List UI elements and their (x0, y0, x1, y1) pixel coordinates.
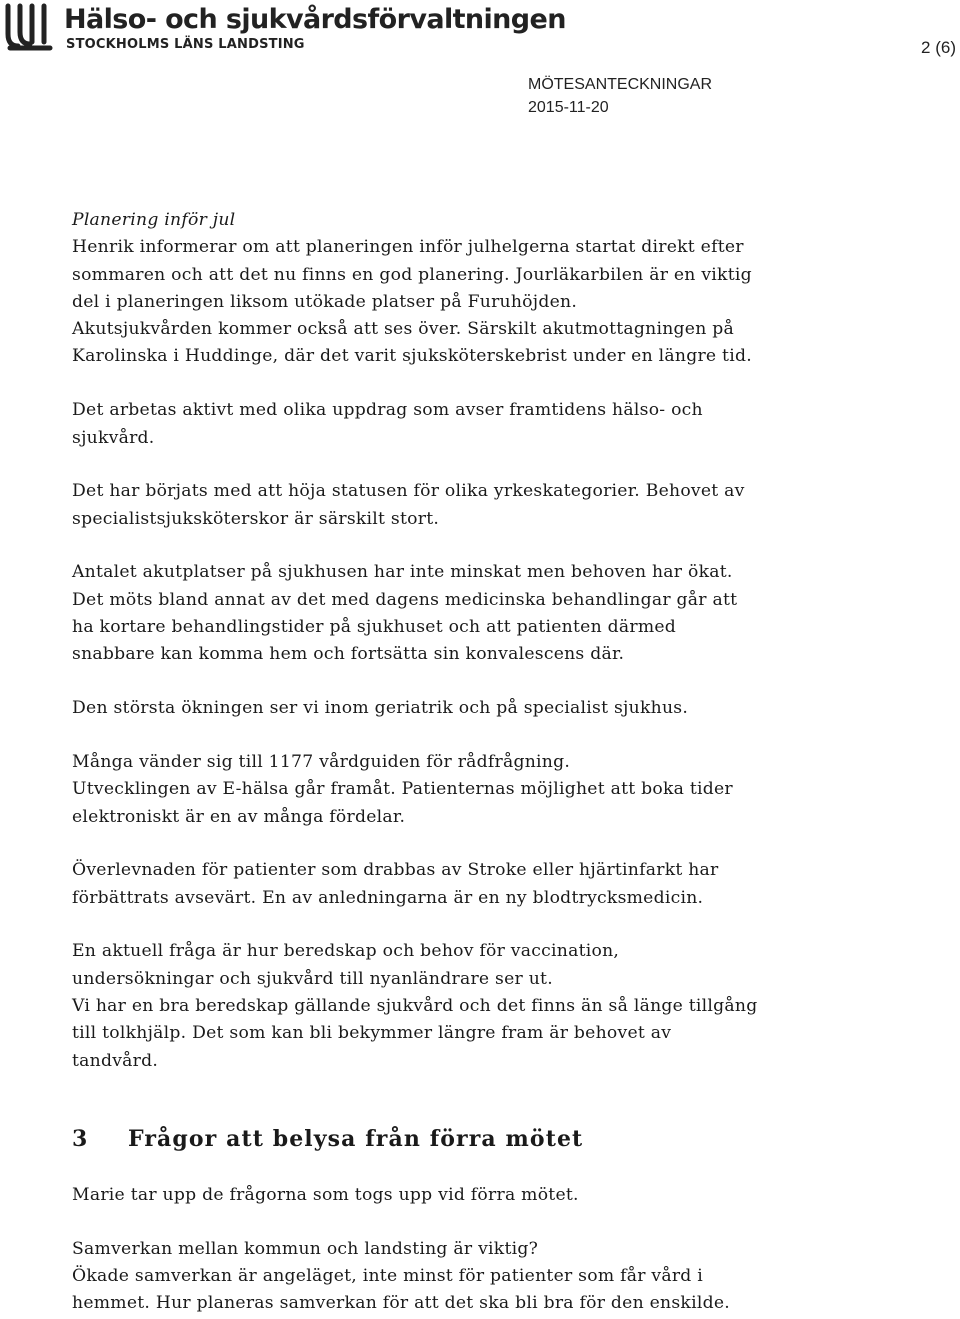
body-line: Karolinska i Huddinge, där det varit sjuksköterskebrist under en längre tid. (72, 346, 752, 367)
body-line: Samverkan mellan kommun och landsting är viktig? (72, 1238, 539, 1259)
body-line: elektroniskt är en av många fördelar. (72, 806, 406, 827)
body-line: Det har börjats med att höja statusen för olika yrkeskategorier. Behovet av (72, 481, 745, 502)
organization-name: Hälso- och sjukvårdsförvaltningen (64, 4, 566, 35)
body-line: Många vänder sig till 1177 vårdguiden för rådfrågning. (72, 751, 571, 772)
section-body (72, 1182, 952, 1318)
body-line: del i planeringen liksom utökade platser på Furuhöjden. (72, 291, 578, 312)
body-line: Ökade samverkan är angeläget, inte minst för patienter som får vård i (72, 1266, 704, 1287)
body-line: undersökningar och sjukvård till nyanländrare ser ut. (72, 968, 553, 989)
body-line: Den största ökningen ser vi inom geriatrik och på specialist sjukhus. (72, 698, 689, 719)
body-line: Det möts bland annat av det med dagens medicinska behandlingar går att (72, 589, 738, 610)
document-date: 2015-11-20 (528, 99, 609, 116)
body-line: Marie tar upp de frågorna som togs upp vid förra mötet. (72, 1185, 579, 1205)
body-line: förbättrats avsevärt. En av anledningarna är en ny blodtrycksmedicin. (72, 887, 704, 908)
body-line: Det arbetas aktivt med olika uppdrag som avser framtidens hälso- och (72, 400, 703, 421)
document-type: MÖTESANTECKNINGAR (528, 76, 713, 93)
body-line: ha kortare behandlingstider på sjukhuset och att patienten därmed (72, 617, 677, 638)
body-line: tandvård. (72, 1050, 159, 1071)
body-line: specialistsjuksköterskor är särskilt stort. (72, 508, 440, 529)
section-title: Frågor att belysa från förra mötet (128, 1126, 584, 1152)
body-line: Akutsjukvården kommer också att ses över. Särskilt akutmottagningen på (72, 319, 735, 340)
body-line: till tolkhjälp. Det som kan bli bekymmer längre fram är behovet av (72, 1023, 672, 1044)
page-header (0, 0, 960, 116)
body-line: Henrik informerar om att planeringen inför julhelgerna startat direkt efter (72, 237, 744, 258)
body-line: Utvecklingen av E-hälsa går framåt. Patienternas möjlighet att boka tider (72, 779, 733, 800)
organization-subtitle: STOCKHOLMS LÄNS LANDSTING (66, 37, 305, 52)
body-line: hemmet. Hur planeras samverkan för att det ska bli bra för den enskilde. (72, 1293, 730, 1314)
subheading: Planering inför jul (72, 210, 236, 230)
document-body (72, 207, 952, 1075)
body-line: sommaren och att det nu finns en god planering. Jourläkarbilen är en viktig (72, 264, 752, 285)
organization-logo (2, 2, 56, 52)
body-line: Vi har en bra beredskap gällande sjukvård och det finns än så länge tillgång (72, 996, 758, 1017)
body-line: En aktuell fråga är hur beredskap och behov för vaccination, (72, 941, 620, 962)
section-heading (72, 1126, 583, 1152)
page-number: 2 (6) (921, 38, 956, 57)
section-number: 3 (72, 1126, 89, 1152)
body-line: sjukvård. (72, 427, 155, 448)
body-line: Antalet akutplatser på sjukhusen har inte minskat men behoven har ökat. (72, 562, 733, 583)
body-line: Överlevnaden för patienter som drabbas av Stroke eller hjärtinfarkt har (72, 860, 719, 881)
body-line: snabbare kan komma hem och fortsätta sin konvalescens där. (72, 644, 625, 665)
